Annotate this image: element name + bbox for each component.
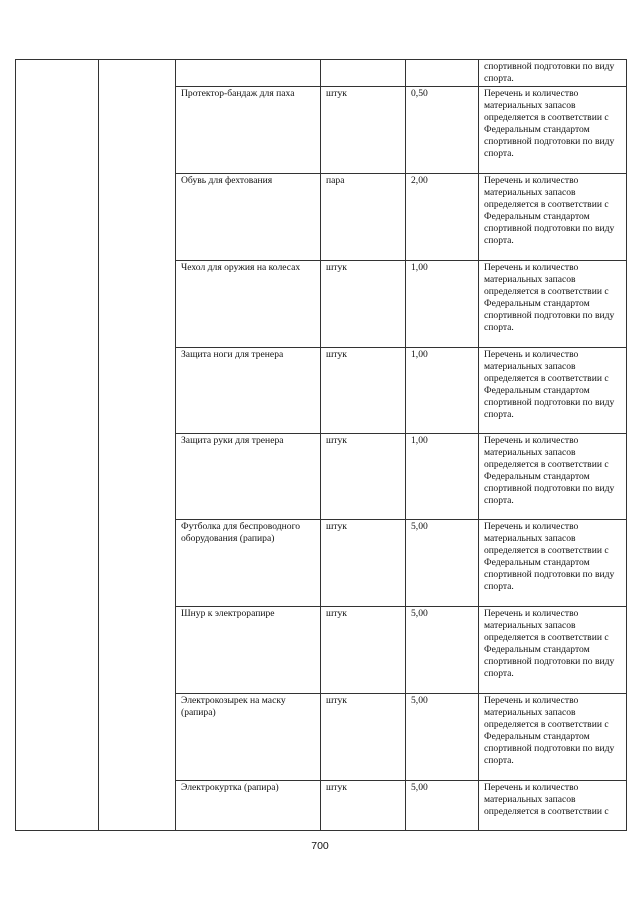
- item-name-cell: Защита ноги для тренера: [176, 348, 321, 434]
- note-cell: Перечень и количество материальных запасов определяется в соответствии с Федеральным стандартом спортивной подготовки по виду спорта.: [479, 87, 627, 174]
- item-name-cell: Чехол для оружия на колесах: [176, 261, 321, 348]
- qty-cell: 0,50: [406, 87, 479, 174]
- item-name-cell: Протектор-бандаж для паха: [176, 87, 321, 174]
- item-name-cell: Шнур к электрорапире: [176, 607, 321, 694]
- unit-cell: штук: [321, 348, 406, 434]
- note-cell: Перечень и количество материальных запасов определяется в соответствии с Федеральным стандартом спортивной подготовки по виду спорта.: [479, 174, 627, 261]
- item-name-cell: Защита руки для тренера: [176, 434, 321, 520]
- note-cell: Перечень и количество материальных запасов определяется в соответствии с: [479, 781, 627, 831]
- note-cell: Перечень и количество материальных запасов определяется в соответствии с Федеральным стандартом спортивной подготовки по виду спорта.: [479, 520, 627, 607]
- unit-cell: штук: [321, 607, 406, 694]
- unit-cell: штук: [321, 520, 406, 607]
- item-name-cell: Футболка для беспроводного оборудования (рапира): [176, 520, 321, 607]
- unit-cell: штук: [321, 781, 406, 831]
- note-cell: Перечень и количество материальных запасов определяется в соответствии с Федеральным стандартом спортивной подготовки по виду спорта.: [479, 607, 627, 694]
- unit-cell: штук: [321, 434, 406, 520]
- table-row: [16, 60, 627, 87]
- item-name-cell: [176, 60, 321, 87]
- inventory-table: [15, 59, 627, 831]
- note-cell: Перечень и количество материальных запасов определяется в соответствии с Федеральным стандартом спортивной подготовки по виду спорта.: [479, 348, 627, 434]
- unit-cell: штук: [321, 261, 406, 348]
- qty-cell: 5,00: [406, 520, 479, 607]
- unit-cell: пара: [321, 174, 406, 261]
- item-name-cell: Обувь для фехтования: [176, 174, 321, 261]
- qty-cell: 1,00: [406, 348, 479, 434]
- note-cell: Перечень и количество материальных запасов определяется в соответствии с Федеральным стандартом спортивной подготовки по виду спорта.: [479, 694, 627, 781]
- qty-cell: 5,00: [406, 694, 479, 781]
- qty-cell: 5,00: [406, 781, 479, 831]
- note-cell: спортивной подготовки по виду спорта.: [479, 60, 627, 87]
- qty-cell: 1,00: [406, 434, 479, 520]
- note-cell: Перечень и количество материальных запасов определяется в соответствии с Федеральным стандартом спортивной подготовки по виду спорта.: [479, 434, 627, 520]
- table-body: [16, 60, 627, 831]
- unit-cell: штук: [321, 694, 406, 781]
- merged-cell-col2: [99, 60, 176, 831]
- qty-cell: [406, 60, 479, 87]
- unit-cell: штук: [321, 87, 406, 174]
- merged-cell-col1: [16, 60, 99, 831]
- page-number: 700: [311, 840, 329, 852]
- qty-cell: 5,00: [406, 607, 479, 694]
- item-name-cell: Электрокозырек на маску (рапира): [176, 694, 321, 781]
- qty-cell: 2,00: [406, 174, 479, 261]
- item-name-cell: Электрокуртка (рапира): [176, 781, 321, 831]
- note-cell: Перечень и количество материальных запасов определяется в соответствии с Федеральным стандартом спортивной подготовки по виду спорта.: [479, 261, 627, 348]
- unit-cell: [321, 60, 406, 87]
- qty-cell: 1,00: [406, 261, 479, 348]
